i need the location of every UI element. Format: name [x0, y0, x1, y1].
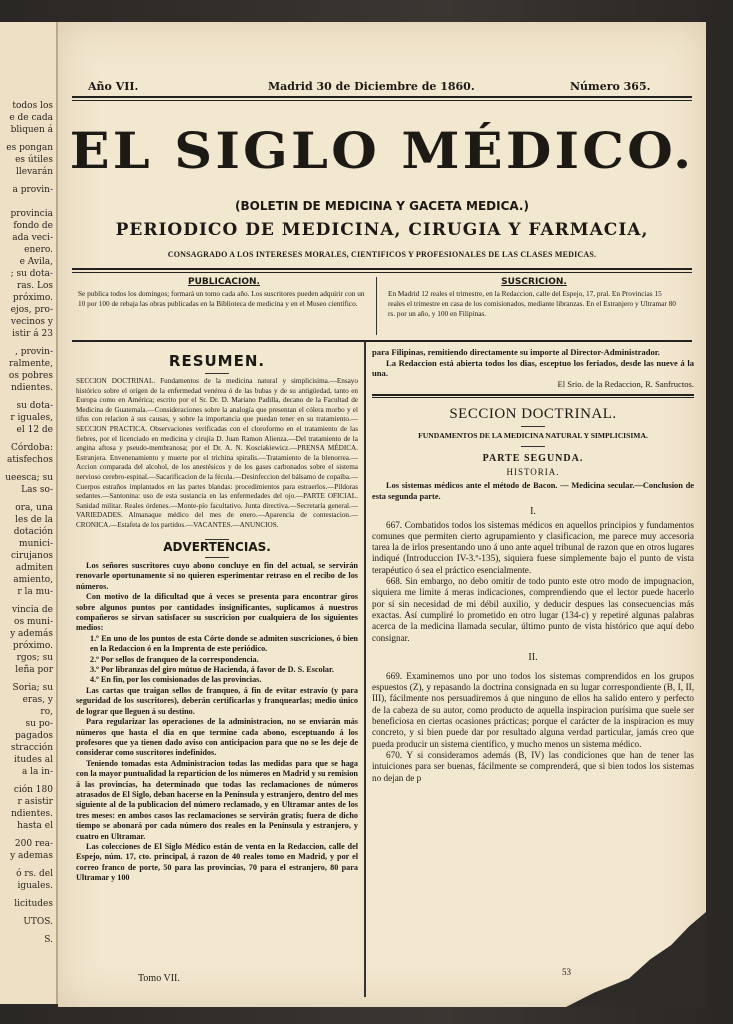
paragraph-669: 669. Examinemos uno por uno todos los sistemas comprendidos en los grupos espuestos (Z), y repasando la doctrina consignada en su lugar correspondiente (B, I, II, III), fácilmente nos persuadiremos á que ninguno de ellos ha salido entero y perfecto de la cabeza de su autor, como producto de aquella inspiracion purísima que suele ser beneficiosa en ciertas ocasiones prácticas; porque el carácter de la inspiracion es muy concreto, y si bien puede dar por resultado alguna verdad particular, jamás creo que pueda producir un sistema científico, y mucho menos un sistema médico.	[372, 670, 694, 749]
prev-page-fragment: vecinos y	[10, 317, 53, 327]
paragraph-667: 667. Combatidos todos los sistemas médicos en aquellos principios y fundamentos comunes que permiten cierto agrupamiento y clasificacion, me parece muy accesoria tarea la de irlos presentando uno á uno ante aquel tribunal de razon que en otros lugares indiqué (Introduccion IV-3.º-135), siquiera fuese simplemente bajo el punto de vista terapéutico ó sea el práctico esencialmente.	[372, 519, 694, 575]
prev-page-fragment: todos los	[12, 101, 53, 111]
prev-page-fragment: les de la	[15, 515, 53, 525]
prev-page-fragment: ora, una	[15, 503, 53, 513]
page-number: 53	[562, 967, 571, 977]
prev-page-fragment: stracción	[10, 743, 53, 753]
right-column	[372, 347, 694, 784]
masthead-rule	[72, 268, 692, 270]
prev-page-fragment: y ademas	[10, 851, 53, 861]
prev-page-fragment: , provin-	[14, 347, 53, 357]
parte-heading: PARTE SEGUNDA.	[482, 453, 584, 465]
adv-paragraph: Las cartas que traigan sellos de franqueo, á fin de evitar estravío (y para seguridad de los suscritores), deberán certificarlas y franquearlas; medio único de lograr que lleguen á su destino.	[76, 685, 358, 716]
prev-page-fragment: a la in-	[21, 767, 53, 777]
prev-page-fragment: fondo de	[13, 221, 53, 231]
prev-page-fragment: ro,	[40, 707, 53, 717]
prev-page-fragment: próximo.	[12, 293, 53, 303]
prev-page-fragment: Soria; su	[12, 683, 53, 693]
prev-page-fragment: r iguales,	[10, 413, 53, 423]
header-rule	[72, 96, 692, 98]
adv-paragraph: Las colecciones de El Siglo Médico están de venta en la Redaccion, calle del Espejo, núm. 17, cto. principal, á razon de 40 reales tomo en Madrid, y por el correo franco de porte, 50 para las provincias, 70 para el estranjero, 80 para Ultramar y 100	[76, 841, 358, 883]
adv-item: 3.º Por libranzas del giro mútuo de Hacienda, á favor de D. S. Escolar.	[90, 665, 334, 675]
prev-page-fragment: es útiles	[15, 155, 53, 165]
prev-page-fragment: r asistir	[17, 797, 53, 807]
prev-page-fragment: vincia de	[12, 605, 53, 615]
resumen-text: SECCION DOCTRINAL. Fundamentos de la medicina natural y simplicisima.—Ensayo histórico sobre el orígen de la enfermedad venérea ó de las bubas y de su antigüedad, tanto en Europa como en América; escrito por el Sr. Dr. D. Mariano Padilla, decano de la Facultad de Medicina de Guatemala.—Consideraciones sobre la analogía que presentan el cólera morbo y el tifus con relacion á sus causas, y sobre la importancia que puedan tener en su tratamiento.—SECCION PRACTICA. Observaciones verificadas con el cloroformo en el tratamiento de las fiebres, por el licenciado en medicina y cirujía D. Juan Ramon Alienza.—Del tratamiento de la angina aftosa y pseudo-membranosa; por el Dr. A. N. Kosciakiewicz.—PRENSA MÉDICA. Estranjera. Envenenamiento y muerte por el trichina spiralis.—Tratamiento de la blenorrea.—Accion comparada del alcohol, de los anestésicos y de los gases carbonados sobre el sistema nervioso cerebro-espinal.—Sacarificacion de la fécula.—Desinfeccion del bálsamo de copaiba.—Cuerpos estraños implantados en las partes blandas: procedimientos para estraerlos.—Píldoras sedantes.—Santonina: uso de esta sustancia en las enfermedades del ojo.—PARTE OFICIAL. Sanidad militar. Reales órdenes.—Monte-pío facultativo. Junta directiva.—Secretaría general.—VARIEDADES. Almanaque médico del mes de enero.—Aparencia de contestacion.—CRONICA.—Estafeta de los partidos.—VACANTES.—ANUNCIOS.	[76, 377, 358, 529]
prev-page-fragment: pagados	[14, 731, 53, 741]
doctrinal-text-2	[372, 671, 694, 784]
box-divider	[376, 277, 377, 335]
prev-page-fragment: bliquen á	[10, 125, 53, 135]
prev-page-fragment: a provin-	[12, 185, 53, 195]
prev-page-fragment: os pobres	[8, 371, 53, 381]
resumen-rule	[205, 373, 229, 374]
prev-page-fragment: su po-	[25, 719, 53, 729]
prev-page-fragment: ndientes.	[11, 383, 53, 393]
prev-page-fragment: amiento,	[13, 575, 53, 585]
header-rule-thin	[72, 100, 692, 101]
adv-paragraph: Los señores suscritores cuyo abono concluye en fin del actual, se servirán renovarle oportunamente si no quieren esperimentar retraso en el recibo de los números.	[76, 561, 358, 591]
seccion-sub: FUNDAMENTOS DE LA MEDICINA NATURAL Y SIMPLICISIMA.	[418, 431, 648, 441]
prev-page-fragment: Las so-	[21, 485, 53, 495]
publicacion-box	[78, 277, 370, 309]
left-column	[76, 352, 358, 543]
adv-paragraph: Con motivo de la dificultad que á veces se presenta para encontrar giros sobre algunos puntos por cantidades insignificantes, suplicamos á nuestros compañeros se sirvan satisfacer su suscricion por cualquiera de los siguientes medios:	[76, 592, 358, 633]
prev-page-fragment: el 12 de	[16, 425, 53, 435]
advertencias-text	[76, 561, 358, 884]
boxes-rule	[72, 340, 692, 342]
info-boxes	[72, 277, 692, 337]
seccion-sub-rule	[521, 446, 545, 447]
prev-page-fragment: itudes al	[13, 755, 53, 765]
prev-page-fragment: y además	[10, 629, 53, 639]
adv-item: 1.º En uno de los puntos de esta Córte donde se admiten suscriciones, ó bien en la Redaccion ó en la Imprenta de este periódico.	[90, 633, 358, 654]
prev-page-fragment: eras, y	[22, 695, 53, 705]
seccion-heading: SECCION DOCTRINAL.	[449, 406, 617, 423]
prev-page-fragment: atisfechos	[6, 455, 53, 465]
prev-page-fragment: S.	[44, 935, 53, 945]
tomo-label: Tomo VII.	[138, 973, 180, 984]
roman-one: I.	[530, 505, 536, 517]
prev-page-fragment: cirujanos	[10, 551, 53, 561]
column-separator	[364, 342, 366, 997]
seccion-lede	[372, 481, 694, 502]
prev-page-fragment: ralmente,	[8, 359, 53, 369]
prev-page-fragment: su dota-	[16, 401, 53, 411]
prev-page-fragment: ; su dota-	[10, 269, 53, 279]
prev-page-fragment: iguales.	[17, 881, 53, 891]
prev-page-fragment: ó rs. del	[16, 869, 53, 879]
prev-page-fragment: enero.	[24, 245, 53, 255]
prev-page-fragment: leña por	[15, 665, 53, 675]
seccion-rule-thin	[372, 397, 694, 398]
prev-page-fragment: e Avila,	[19, 257, 53, 267]
prev-page-fragment: istir á 23	[12, 329, 53, 339]
adv-paragraph: Para regularizar las operaciones de la administracion, no se enviarán más números que hasta el dia en que termine cada abono, esceptuando á los profesores que ya tienen dado aviso con anticipacion para que no se les deje de considerar como suscritores indefinidos.	[76, 717, 358, 758]
resumen-heading: RESUMEN.	[168, 352, 266, 370]
masthead-consagrado: CONSAGRADO A LOS INTERESES MORALES, CIENTIFICOS Y PROFESIONALES DE LAS CLASES MEDICAS.	[167, 250, 597, 259]
prev-page-fragment: ada veci-	[12, 233, 53, 243]
masthead-subtitle: (BOLETIN DE MEDICINA Y GACETA MEDICA.)	[235, 199, 529, 213]
prev-page-fragment: 200 rea-	[14, 839, 53, 849]
masthead-tagline: PERIODICO DE MEDICINA, CIRUGIA Y FARMACIA,	[115, 220, 649, 240]
prev-page-fragment: os muni-	[14, 617, 53, 627]
paragraph-670: 670. Y si consideramos además (B, IV) las condiciones que han de tener las intuiciones para ser buenas, fácilmente se comprenderá, que si bien todos los sistemas no dejan de p	[372, 749, 694, 783]
paragraph-668: 668. Sin embargo, no debo omitir de todo punto este otro modo de impugnacion, siquiera me limite á meras indicaciones, comprendiendo que el lector puede hacerlo por sí sin necesidad de mi débil auxilio, y deducir despues las consecuencias más exactas. Así cumpliré lo prometido en otro lugar (134-c) y repetiré algunas palabras acerca de la medicina llamada secular, último punto de vista histórico que aquí debo consignar.	[372, 576, 694, 643]
prev-page-fragment: próximo.	[12, 641, 53, 651]
right-top-notice	[372, 347, 694, 389]
prev-page-fragment: ras. Los	[16, 281, 53, 291]
adv-item: 2.º Por sellos de franqueo de la correspondencia.	[90, 654, 259, 664]
prev-page-fragment: e de cada	[9, 113, 53, 123]
prev-page-fragment: munici-	[19, 539, 53, 549]
prev-page-fragment: licitudes	[14, 899, 53, 909]
suscricion-heading: SUSCRICION.	[501, 277, 567, 287]
prev-page-fragment: ndientes.	[11, 809, 53, 819]
notice-line: La Redaccion está abierta todos los dias, esceptuo los feriados, desde las nueve á la una.	[372, 357, 694, 379]
year-label: Año VII.	[88, 80, 139, 93]
issue-number: Número 365.	[570, 80, 651, 93]
prev-page-fragment: hasta el	[17, 821, 53, 831]
previous-page-edge	[0, 22, 58, 1004]
publicacion-heading: PUBLICACION.	[188, 277, 260, 287]
torn-corner	[566, 912, 706, 1007]
doctrinal-text	[372, 520, 694, 644]
historia-heading: HISTORIA.	[506, 467, 560, 478]
prev-page-fragment: r la mu-	[17, 587, 53, 597]
prev-page-fragment: UTOS.	[23, 917, 53, 927]
prev-page-fragment: ción 180	[13, 785, 53, 795]
prev-page-fragment: llevarán	[16, 167, 53, 177]
prev-page-fragment: dotación	[13, 527, 53, 537]
prev-page-fragment: ejos, pro-	[10, 305, 53, 315]
advertencias-section	[76, 540, 358, 884]
prev-page-fragment: provincia	[10, 209, 53, 219]
seccion-short-rule	[521, 426, 545, 427]
suscricion-text: En Madrid 12 reales el trimestre, en la Redaccion, calle del Espejo, 17, pral. En Provincias 15 reales el trimestre en casa de los comisionados, mediante libranzas. En el Estranjero y Ultramar 80 rs. por un año, y 100 en Filipinas.	[388, 289, 676, 318]
notice-signature: El Srio. de la Redaccion, R. Sanfructos.	[557, 378, 694, 389]
prev-page-fragment: admiten	[15, 563, 53, 573]
advertencias-rule	[205, 557, 229, 558]
newspaper-page	[58, 22, 706, 1007]
prev-page-fragment: es pongan	[6, 143, 53, 153]
notice-line: para Filipinas, remitiendo directamente su importe al Director-Administrador.	[372, 347, 660, 357]
prev-page-fragment: ueesca; su	[5, 473, 53, 483]
adv-paragraph: Teniendo tomadas esta Administracion todas las medidas para que se haga con la mayor puntualidad la reparticion de los números en Madrid y su remision á las provincias, ha determinado que todas las reclamaciones de números atrasados de El Siglo, deban hacerse en la Península y estranjero, dentro del mes siguiente al de la publicacion del número reclamado, y en Ultramar antes de los tres meses: en ambos casos las reclamaciones se servirán gratis; fuera de dicho tiempo se abonará por cada número dos reales en la Península y estranjero, y cuatro en Ultramar.	[76, 758, 358, 841]
prev-page-fragment: Córdoba:	[11, 443, 53, 453]
masthead-rule-thin	[72, 272, 692, 273]
adv-item: 4.º En fin, por los comisionados de las provincias.	[90, 675, 262, 685]
roman-two: II.	[528, 651, 538, 663]
prev-page-fragment: rgos; su	[16, 653, 53, 663]
issue-date: Madrid 30 de Diciembre de 1860.	[268, 80, 475, 93]
publicacion-text: Se publica todos los domingos; formará un tomo cada año. Los suscritores pueden adquirir con un 10 por 100 de rebaja las obras publicadas en la Biblioteca de medicina y en el Museo científico.	[78, 289, 365, 308]
seccion-rule	[372, 394, 694, 396]
lede-text: Los sistemas médicos ante el método de Bacon. — Medicina secular.—Conclusion de esta segunda parte.	[372, 481, 694, 501]
suscricion-box	[388, 277, 680, 319]
advertencias-heading: ADVERTENCIAS.	[163, 540, 271, 554]
masthead-title: EL SIGLO MÉDICO.	[69, 121, 695, 180]
